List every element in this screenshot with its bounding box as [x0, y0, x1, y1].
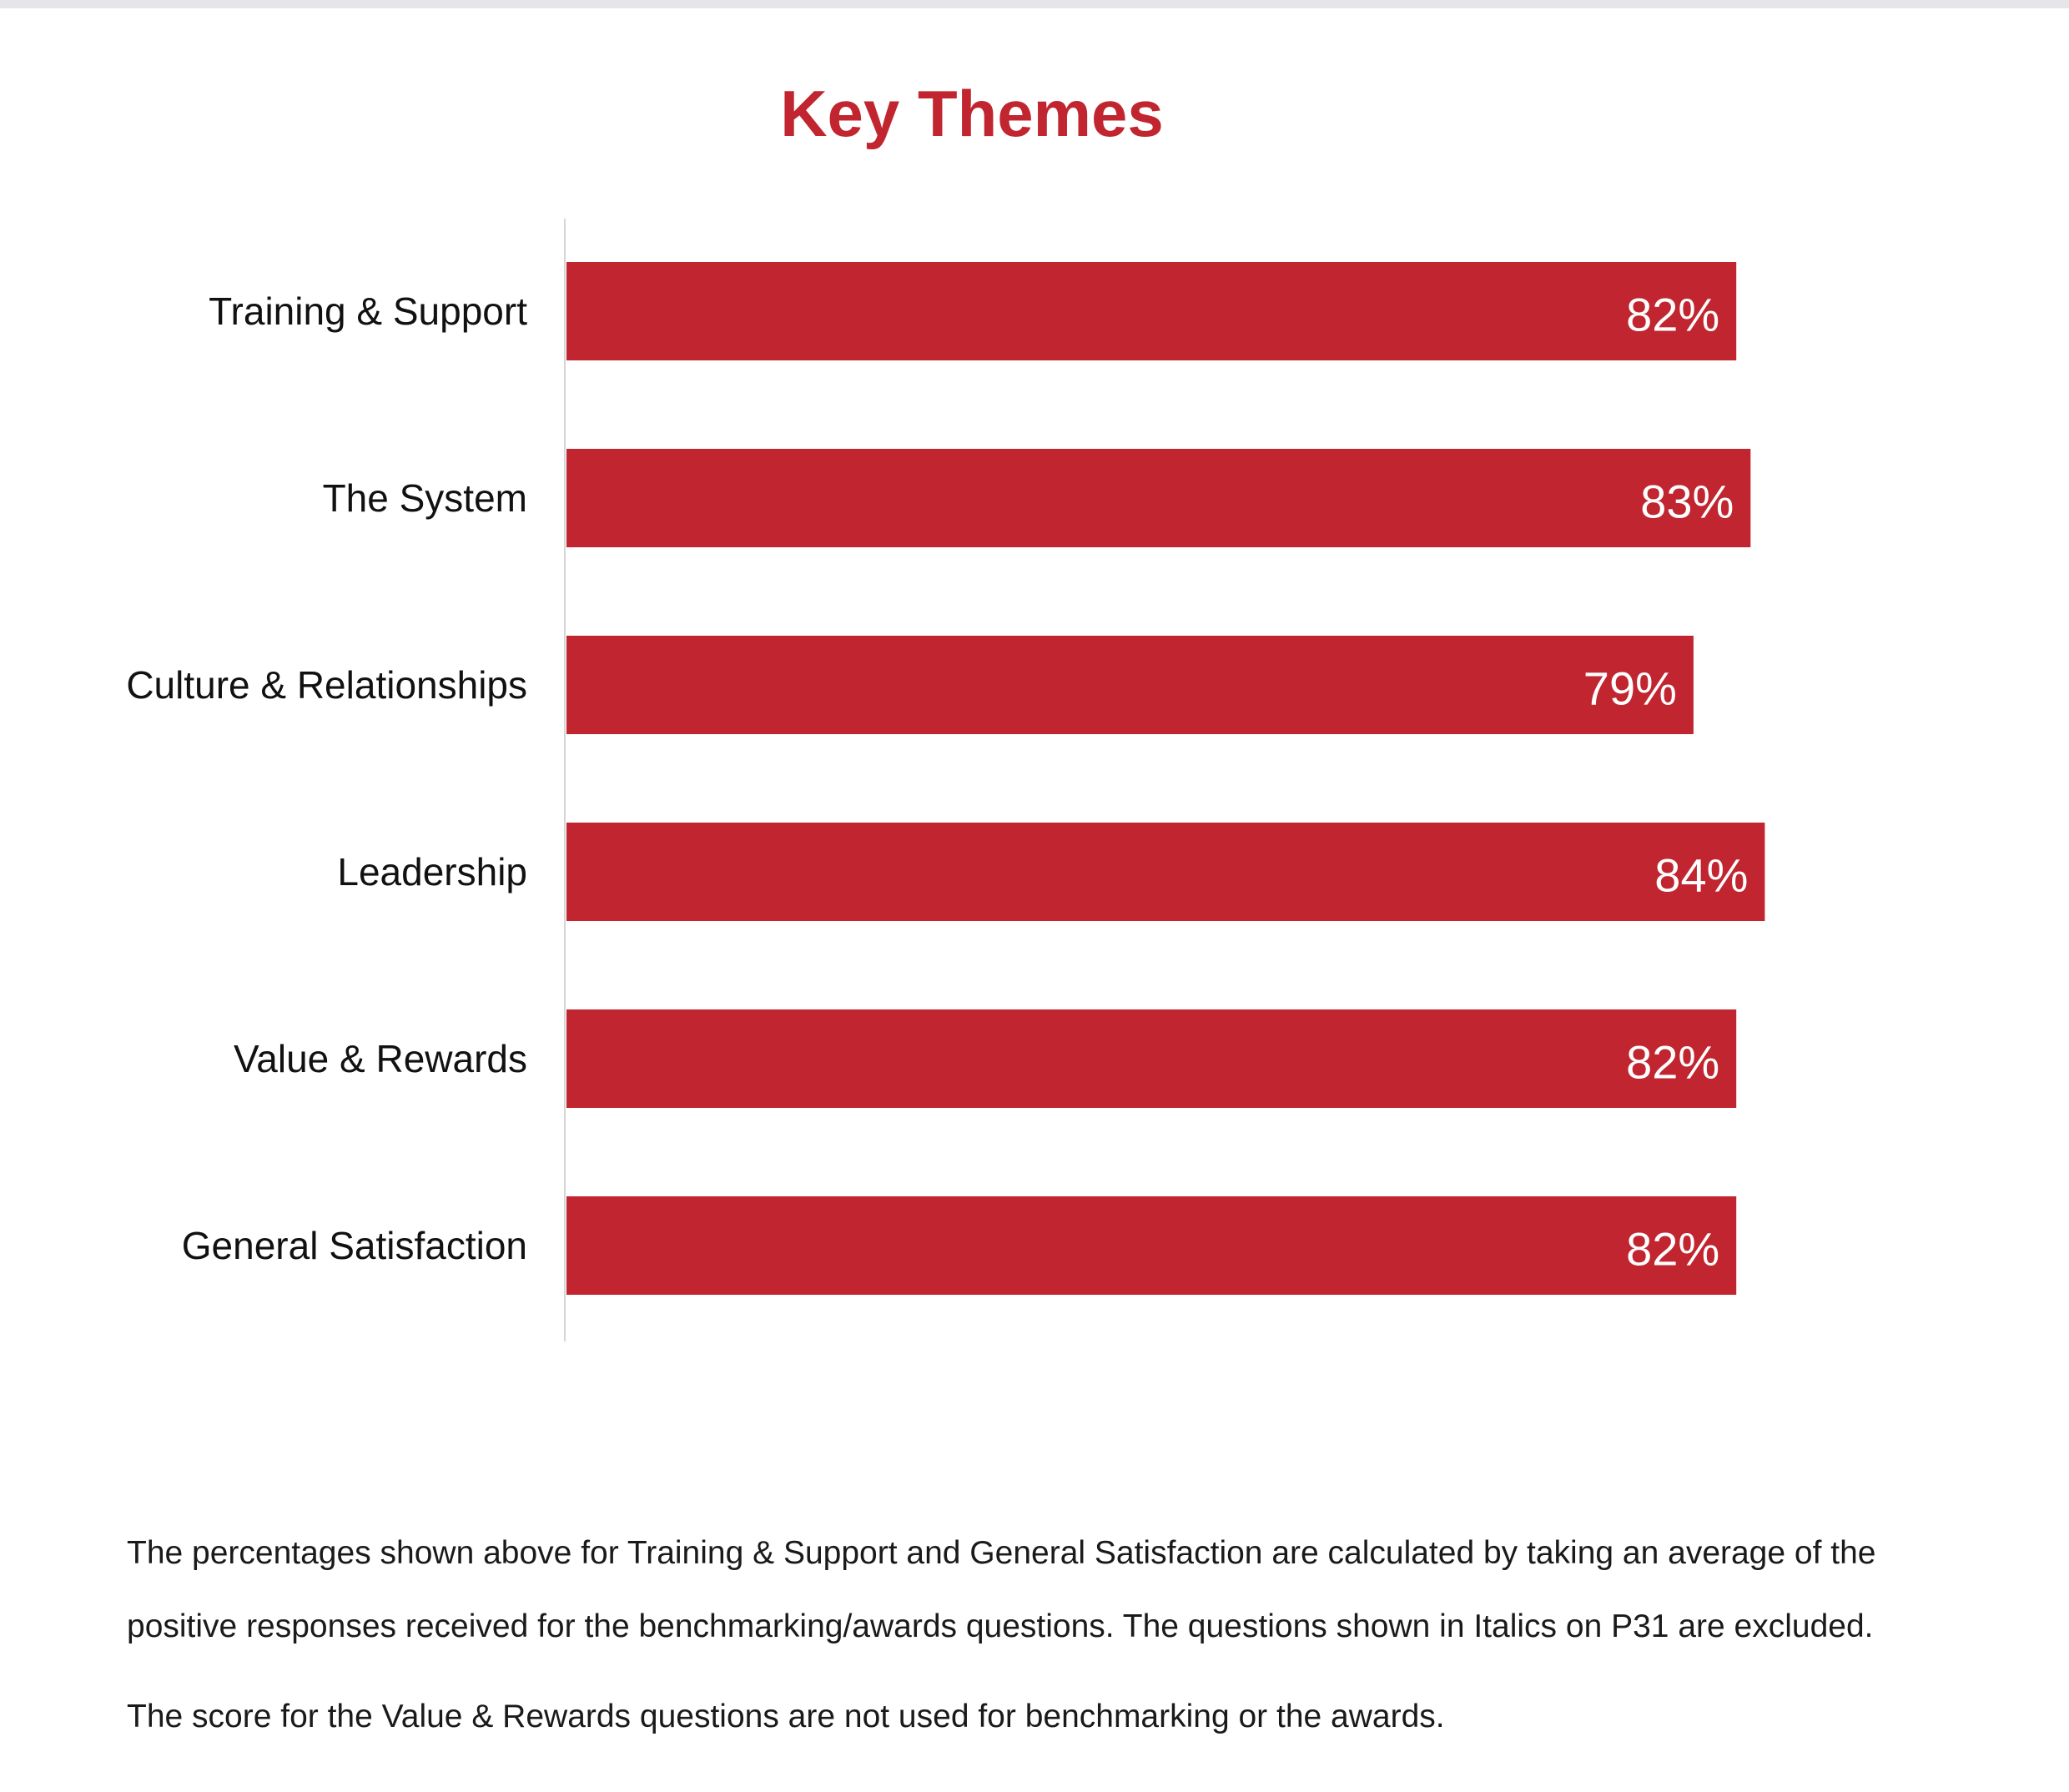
data-label-2: 79%: [1583, 662, 1677, 715]
data-label-0: 82%: [1626, 288, 1720, 341]
chart-title: Key Themes: [780, 77, 1164, 150]
footnote-averages: The percentages shown above for Training & Support and General Satisfaction are calculated by taking an average of the positive responses received for the benchmarking/awards questions. The questions shown in Italics on P31 are excluded.: [127, 1535, 1876, 1644]
category-label-0: Training & Support: [209, 289, 527, 333]
bar-2: [566, 636, 1694, 734]
bar-3: [566, 823, 1764, 921]
category-label-5: General Satisfaction: [181, 1224, 527, 1267]
data-label-4: 82%: [1626, 1035, 1720, 1089]
data-label-5: 82%: [1626, 1222, 1720, 1276]
category-label-3: Leadership: [337, 850, 527, 893]
bar-0: [566, 262, 1736, 360]
bar-1: [566, 449, 1750, 547]
data-label-1: 83%: [1640, 475, 1734, 528]
bar-5: [566, 1196, 1736, 1295]
category-label-2: Culture & Relationships: [126, 663, 527, 707]
data-label-3: 84%: [1654, 848, 1749, 902]
footnote-value-rewards: The score for the Value & Rewards questions are not used for benchmarking or the awards.: [127, 1699, 1445, 1734]
category-label-1: The System: [322, 476, 527, 520]
bar-4: [566, 1009, 1736, 1108]
bars-group: [126, 262, 1764, 1295]
category-label-4: Value & Rewards: [234, 1037, 527, 1080]
